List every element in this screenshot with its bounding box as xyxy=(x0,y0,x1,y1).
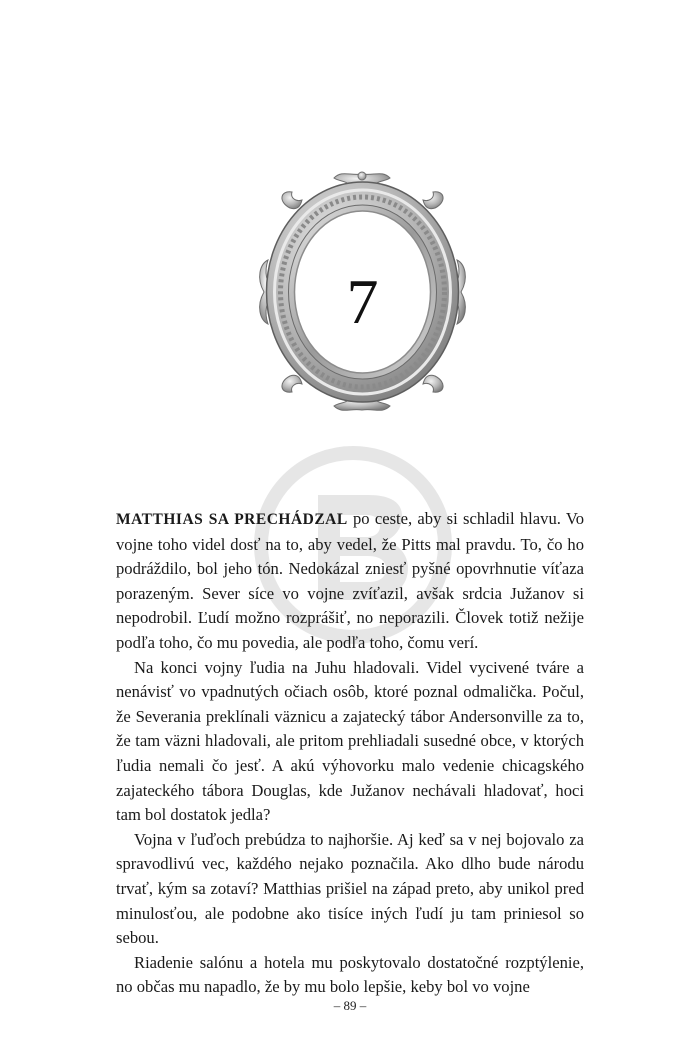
paragraph xyxy=(116,507,584,656)
chapter-number: 7 xyxy=(346,266,379,337)
page-number: – 89 – xyxy=(333,998,367,1013)
paragraph: Vojna v ľuďoch prebúdza to najhoršie. Aj keď sa v nej bojovalo za spravodlivú vec, každého nejako poznačila. Ako dlho bude národu trvať, kým sa zotaví? Matthias prišiel na západ preto, aby unikol pred minulosťou, ale podobne ako tisíce iných ľudí ju tam priniesol so sebou. xyxy=(116,829,584,948)
chapter-lead-in: MATTHIAS SA PRECHÁDZAL xyxy=(116,511,348,528)
paragraph-text: po ceste, aby si schladil hlavu. Vo vojne toho videl dosť na to, aby vedel, že Pitts mal pravdu. To, čo ho podráždilo, bol jeho tón. Nedokázal zniesť pyšné opovrhnutie víťaza porazeným. Sever síce vo vojne zvíťazil, avšak srdcia Južanov si nepodrobil. Ľudí možno rozprášiť, no neporazili. Človek totiž nežije podľa toho, čo mu povedia, ale podľa toho, čomu verí. xyxy=(116,509,584,652)
chapter-body-text xyxy=(116,507,584,1000)
paragraph: Riadenie salónu a hotela mu poskytovalo dostatočné rozptýlenie, no občas mu napadlo, že by mu bolo lepšie, keby bol vo vojne xyxy=(116,952,584,997)
paragraph: Na konci vojny ľudia na Juhu hladovali. Videl vycivené tváre a nenávisť vo vpadnutých očiach osôb, ktoré poznal odmalička. Počul, že Severania preklínali väznicu a zajatecký tábor Andersonville za to, že tam väzni hladovali, ale pritom prehliadali susedné obce, v ktorých ľudia nemali čo jesť. A akú výhovorku malo vedenie chicagského zajateckého tábora Douglas, kde Južanov nechávali hladovať, hoci tam bol dostatok jedla? xyxy=(116,657,584,825)
